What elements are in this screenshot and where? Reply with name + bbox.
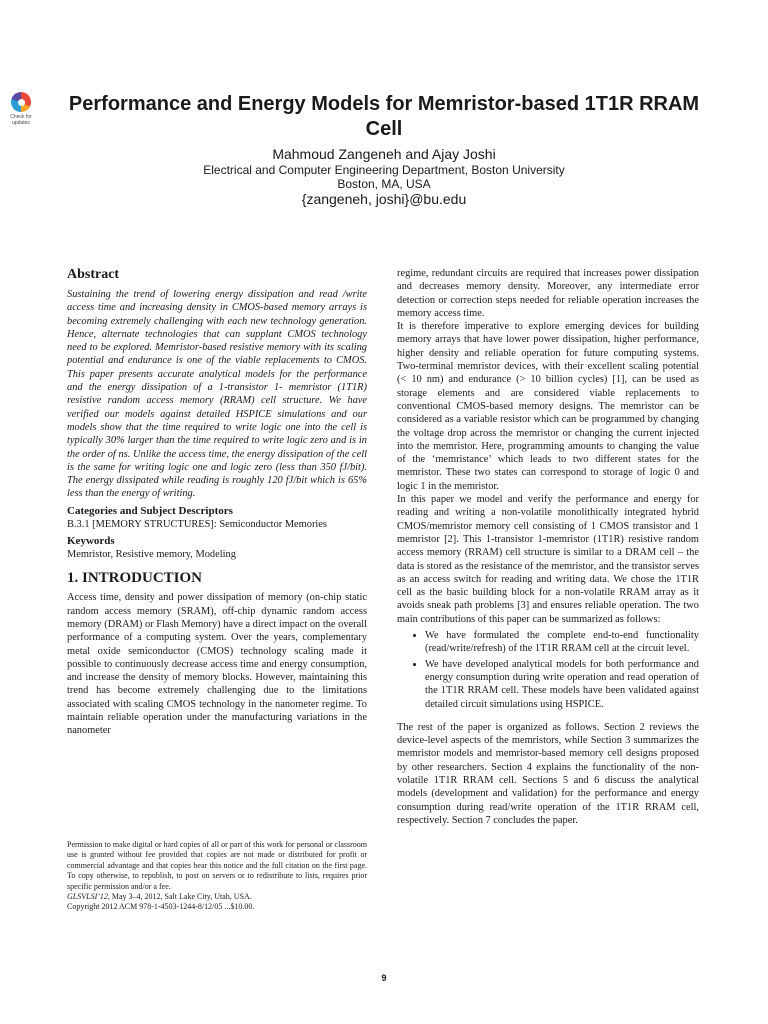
paper-title: Performance and Energy Models for Memristor-based 1T1R RRAM Cell: [68, 93, 700, 140]
categories-text: B.3.1 [MEMORY STRUCTURES]: Semiconductor Memories: [67, 518, 327, 530]
permission-footnote: [67, 840, 367, 913]
author-affiliation: Electrical and Computer Engineering Department, Boston University: [203, 163, 565, 177]
contribution-item: • We have formulated the complete end-to-end functionality (read/write/refresh) of the 1T1R RRAM cell at the circuit level.: [425, 629, 699, 656]
copyright-line: Copyright 2012 ACM 978-1-4503-1244-8/12/05 ...$10.00.: [67, 902, 255, 912]
contributions-list: [397, 629, 699, 711]
author-location: Boston, MA, USA: [337, 177, 431, 191]
author-email: {zangeneh, joshi}@bu.edu: [301, 191, 467, 207]
check-for-updates-badge[interactable]: [6, 92, 36, 126]
introduction-paragraph-4: The rest of the paper is organized as follows. Section 2 reviews the device-level aspects of the memristors, while Section 3 summarizes the memristor models and memristor-based memory cell designs proposed by other researchers. Section 4 explains the functionality of the non-volatile 1T1R RRAM cell. Sections 5 and 6 discuss the analytical models (development and validation) for the performance and energy consumption during read/write operation of the 1T1R RRAM cell, respectively. Section 7 concludes the paper.: [397, 721, 699, 826]
keywords-heading: Keywords: [67, 535, 115, 548]
introduction-paragraph-1-continued: regime, redundant circuits are required that increases power dissipation and decreases memory density. Moreover, any intermediate error detection or correction steps needed for reliable operation increases the memory access time.: [397, 268, 699, 319]
author-names: Mahmoud Zangeneh and Ajay Joshi: [272, 146, 496, 162]
permission-text: Permission to make digital or hard copies of all or part of this work for personal or classroom use is granted without fee provided that copies are not made or distributed for profit or commercial advantage and that copies bear this notice and the full citation on the first page. To copy otherwise, to republish, to post on servers or to redistribute to lists, requires prior specific permission and/or a fee.: [67, 840, 367, 891]
keywords-text: Memristor, Resistive memory, Modeling: [67, 549, 236, 561]
introduction-paragraph-3: In this paper we model and verify the performance and energy for reading and writing a non-volatile monolithically integrated hybrid CMOS/memristor memory cell consisting of 1 CMOS transistor and 1 memristor [2]. This 1-transistor 1-memristor (1T1R) resistive random access memory (RRAM) cell structure is similar to a DRAM cell – the data is stored as the resistance of the memristor, and the transistor serves as an access switch for reading and writing data. We chose the 1T1R cell as the basic building block for a non-volatile RRAM array as it avoids sneak path problems [3] and ensures reliable operation. The two main contributions of this paper can be summarized as follows:: [397, 494, 699, 625]
abstract-heading: Abstract: [67, 267, 120, 282]
introduction-paragraph-2: It is therefore imperative to explore emerging devices for building memory arrays that have lower power dissipation, higher performance, higher density and reliable operation for future computing systems. Two-terminal memristor devices, with their excellent scaling potential (< 10 nm) and endurance (> 10 billion cycles) [1], can be used as storage elements and are considered viable replacements to conventional CMOS-based memory designs. The memristor can be considered as a variable resistor which can be programmed by changing the voltage drop across the memristor or changing the current injected into the memristor. Here, programming amounts to changing the value of the ‘memristance’ which leads to two different states for the memristor. These two states can correspond to storage of logic 0 and logic 1 in the memristor.: [397, 321, 699, 492]
right-column: [397, 267, 699, 827]
page-number: 9: [381, 973, 387, 983]
introduction-paragraph-1: Access time, density and power dissipation of memory (on-chip static random access memory (SRAM), off-chip dynamic random access memory (DRAM) or Flash Memory) have a direct impact on the overall performance of a computing system. Over the years, complementary metal oxide semiconductor (CMOS) technology scaling made it possible to continuously decrease access time and energy consumption, and increase the density of memory blocks. However, maintaining this trend has become extremely challenging due to the limitations associated with scaling CMOS technology in the nanometer regime. To maintain reliable operation under the manufacturing variations in the nanometer: [67, 592, 367, 737]
author-block: [0, 146, 768, 207]
left-column: [67, 267, 367, 738]
check-for-updates-label: Check for updates: [10, 114, 32, 126]
categories-heading: Categories and Subject Descriptors: [67, 504, 233, 517]
check-for-updates-icon: [11, 92, 31, 112]
contribution-item: • We have developed analytical models for both performance and energy consumption during write operation and read operation of the 1T1R RRAM cell. These models have been validated against detailed circuit simulations using HSPICE.: [425, 658, 699, 711]
conference-line: GLSVLSI’12, May 3–4, 2012, Salt Lake City, Utah, USA.: [67, 892, 252, 902]
introduction-heading: 1. INTRODUCTION: [67, 570, 203, 587]
abstract-text: Sustaining the trend of lowering energy dissipation and read /write access time and increasing density in CMOS-based memory arrays is becoming extremely challenging with each new technology generation. Hence, alternate technologies that can supplant CMOS technology need to be explored. Memristor-based resistive memory with its scaling potential and endurance is one of the viable replacements to CMOS. This paper presents accurate analytical models for the performance and the energy dissipation of a 1-transistor 1- memristor (1T1R) resistive random access memory (RRAM) cell structure. We have verified our models against detailed HSPICE simulations and our models show that the time required to write logic one into the cell is typically 30% larger than the time required to write logic zero and is in the order of ns. Unlike the access time, the energy dissipation of the cell is the same for writing logic one and logic zero (less than 350 fJ/bit). The energy dissipated while reading is roughly 120 fJ/bit which is 65% less than the energy of writing.: [67, 289, 367, 500]
